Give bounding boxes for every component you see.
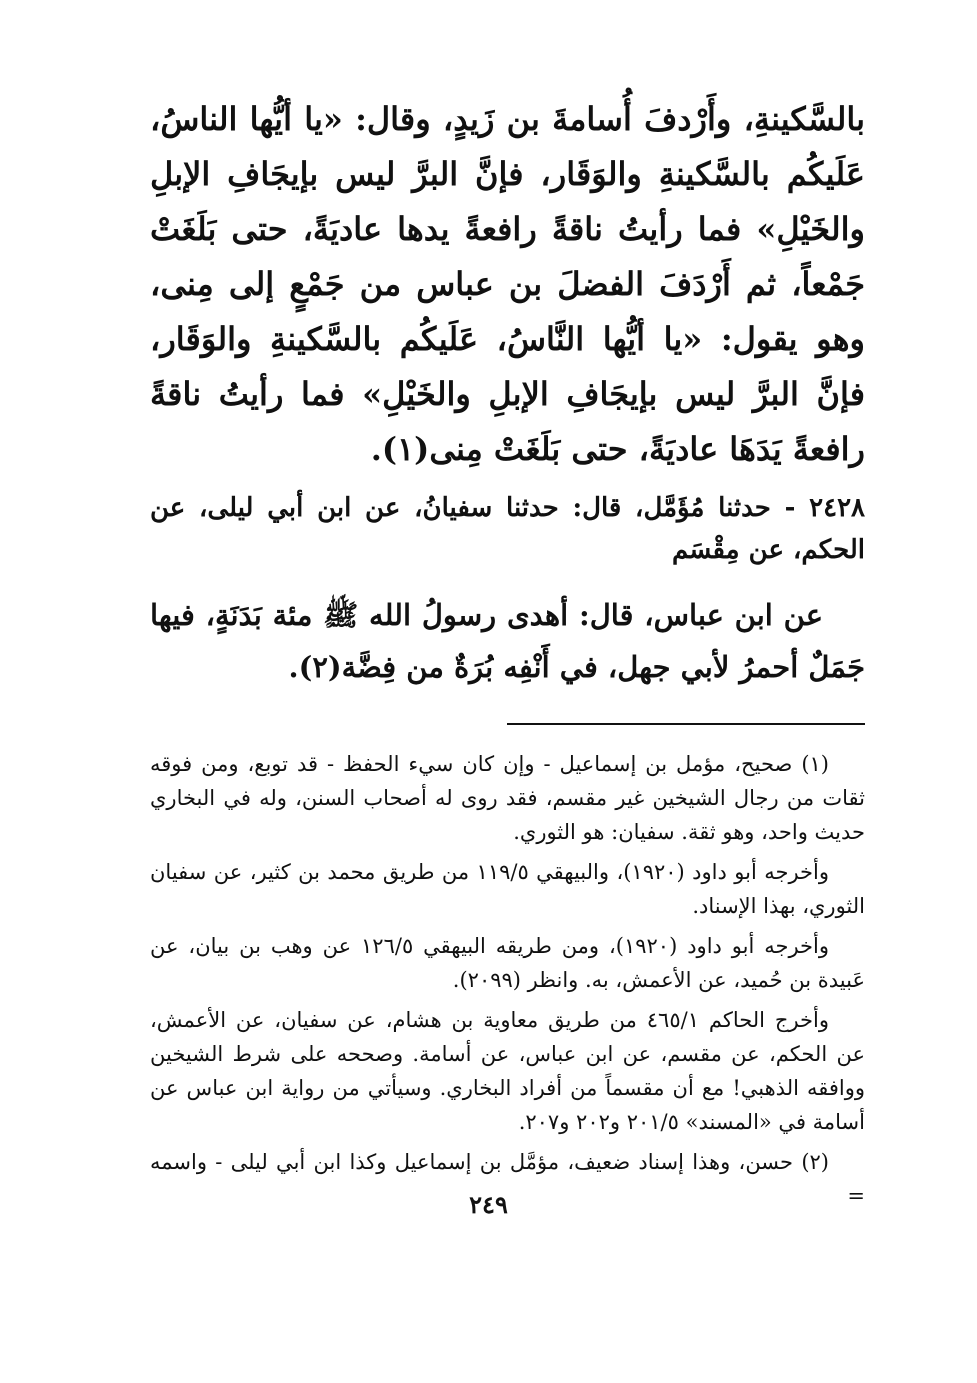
footnote-divider <box>507 723 865 725</box>
footnote-text: وأخرجه أبو داود (١٩٢٠)، ومن طريقه البيهقي ١٢٦/٥ عن وهب بن بيان، عن عَبيدة بن حُميد، عن الأعمش، به. وانظر (٢٠٩٩). <box>150 934 865 992</box>
page-number: ٢٤٩ <box>469 1190 508 1219</box>
footnotes <box>150 747 865 1213</box>
footnote-text: صحيح، مؤمل بن إسماعيل - وإن كان سيء الحفظ - قد توبع، ومن فوقه ثقات من رجال الشيخين غير مقسم، فقد روى له أصحاب السنن، وله في البخاري حديث واحد، وهو ثقة. سفيان: هو الثوري. <box>150 752 865 844</box>
footnote-text: وأخرج الحاكم ٤٦٥/١ من طريق معاوية بن هشام، عن سفيان، عن الأعمش، عن الحكم، عن مقسم، عن ابن عباس، عن أسامة. وصححه على شرط الشيخين ووافقه الذهبي! مع أن مقسماً من أفراد البخاري. وسيأتي من رواية ابن عباس عن أسامة في «المسند» ٢٠١/٥ و٢٠٢ و٢٠٧. <box>150 1008 866 1134</box>
hadith-text <box>150 589 865 693</box>
footnote-number: (١) <box>801 752 829 776</box>
hadith-isnad: - حدثنا مُؤَمَّل، قال: حدثنا سفيانُ، عن ابن أبي ليلى، عن الحكم، عن مِقْسَم <box>150 493 865 565</box>
hadith-number: ٢٤٢٨ <box>809 493 865 523</box>
footnote <box>150 747 865 849</box>
hadith-text-body: عن ابن عباس، قال: أهدى رسولُ الله ﷺ مئة بَدَنَةٍ، فيها جَمَلٌ أحمرُ لأبي جهل، في أَنْفِه بُرَةٌ من فِضَّة(٢). <box>150 598 865 684</box>
narration-paragraph: بالسَّكينةِ، وأَرْدفَ أُسامةَ بن زَيدٍ، وقال: «يا أيُّها الناسُ، عَلَيكُم بالسَّكينةِ والوَقَار، فإنَّ البرَّ ليس بإيجَافِ الإبلِ والخَيْلِ» فما رأيتُ ناقةً رافعةً يدها عاديَةً، حتى بَلَغَتْ جَمْعاً، ثم أَرْدَفَ الفضلَ بن عباس من جَمْعٍ إلى مِنى، وهو يقول: «يا أيُّها النَّاسُ، عَلَيكُم بالسَّكينةِ والوَقَار، فإنَّ البرَّ ليس بإيجَافِ الإبلِ والخَيْلِ» فما رأيتُ ناقةً رافعةً يَدَهَا عاديَةً، حتى بَلَغَتْ مِنى(١). <box>150 100 866 468</box>
footnote-text: حسن، وهذا إسناد ضعيف، مؤمَّل بن إسماعيل وكذا ابن أبي ليلى - واسمه = <box>150 1150 865 1208</box>
hadith-header <box>150 487 865 571</box>
main-text <box>150 92 865 693</box>
footnote-number: (٢) <box>801 1150 829 1174</box>
footnote-text: وأخرجه أبو داود (١٩٢٠)، والبيهقي ١١٩/٥ من طريق محمد بن كثير، عن سفيان الثوري، بهذا الإسناد. <box>150 860 865 918</box>
footnote <box>150 929 865 997</box>
footnote <box>150 855 865 923</box>
footnote <box>150 1003 865 1139</box>
